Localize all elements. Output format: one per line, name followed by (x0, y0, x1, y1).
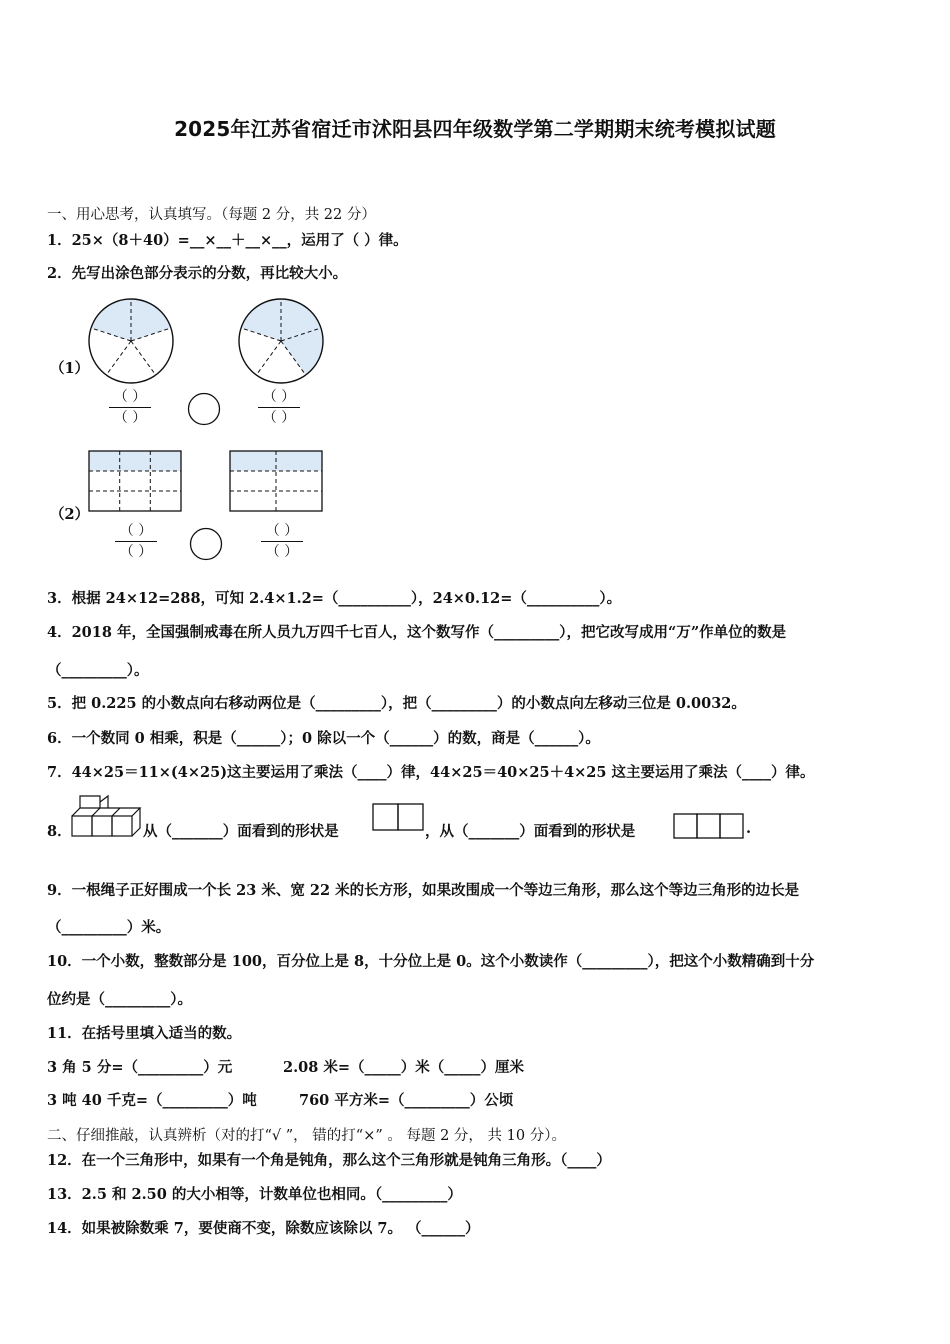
question-13: 13．2.5 和 2.50 的大小相等，计数单位也相同。（_________） (47, 1186, 462, 1203)
question-4-line2: （_________）。 (47, 662, 149, 679)
question-11: 11．在括号里填入适当的数。 (47, 1025, 242, 1042)
question-9-line1: 9．一根绳子正好围成一个长 23 米、宽 22 米的长方形，如果改围成一个等边三角形，那么这个等边三角形的边长是 (47, 882, 800, 899)
question-7: 7．44×25＝11×(4×25)这主要运用了乘法（____）律，44×25＝40×25＋4×25 这主要运用了乘法（____）律。 (47, 764, 815, 781)
q2-part2-label: （2） (50, 506, 90, 523)
page-title: 2025年江苏省宿迁市沭阳县四年级数学第二学期期末统考模拟试题 (174, 117, 776, 141)
question-11-b: 2.08 米=（_____）米（_____）厘米 (283, 1059, 525, 1076)
question-11-d: 760 平方米=（_________）公顷 (299, 1092, 514, 1109)
question-5: 5．把 0.225 的小数点向右移动两位是（_________），把（_________）的小数点向左移动三位是 0.0032。 (47, 695, 746, 712)
question-10-line2: 位约是（_________）。 (47, 991, 192, 1008)
q2-part1-label: （1） (50, 360, 90, 377)
cube-stack-figure (70, 796, 142, 840)
fraction-blank-3: （ ） （ ） (109, 522, 163, 561)
pie-chart-right (236, 296, 326, 386)
question-9-line2: （_________）米。 (47, 919, 171, 936)
question-4-line1: 4．2018 年，全国强制戒毒在所人员九万四千七百人，这个数写作（_________），把它改写成用“万”作单位的数是 (47, 624, 787, 641)
question-14: 14．如果被除数乘 7，要使商不变，除数应该除以 7。 （______） (47, 1220, 480, 1237)
view-shape-two-squares (372, 803, 424, 833)
question-8-part2: ，从（_______）面看到的形状是 (425, 823, 636, 840)
view-shape-three-squares (673, 813, 745, 841)
grid-rectangle-right (229, 450, 323, 512)
fraction-blank-4: （ ） （ ） (255, 522, 309, 561)
question-8-number: 8． (47, 823, 72, 840)
fraction-blank-1: （ ） （ ） (103, 388, 157, 427)
question-3: 3．根据 24×12=288，可知 2.4×1.2=（__________），24×0.12=（__________）。 (47, 590, 622, 607)
question-11-a: 3 角 5 分=（_________）元 (47, 1059, 233, 1076)
question-2: 2．先写出涂色部分表示的分数，再比较大小。 (47, 265, 348, 282)
compare-circle-2 (189, 527, 223, 561)
pie-chart-left (86, 296, 176, 386)
question-12: 12．在一个三角形中，如果有一个角是钝角，那么这个三角形就是钝角三角形。（____） (47, 1152, 611, 1169)
question-6: 6．一个数同 0 相乘，积是（______）；0 除以一个（______）的数，商是（______）。 (47, 730, 600, 747)
question-1: 1．25×（8＋40）=__×__＋__×__，运用了（ ）律。 (47, 232, 408, 249)
question-8-part1: 从（_______）面看到的形状是 (143, 823, 339, 840)
question-10-line1: 10．一个小数，整数部分是 100，百分位上是 8，十分位上是 0。这个小数读作（_________），把这个小数精确到十分 (47, 953, 815, 970)
question-11-c: 3 吨 40 千克=（_________）吨 (47, 1092, 257, 1109)
section-1-heading: 一、用心思考，认真填写。（每题 2 分，共 22 分） (47, 207, 376, 223)
question-8-end: . (746, 820, 752, 837)
compare-circle-1 (187, 392, 221, 426)
grid-rectangle-left (88, 450, 182, 512)
fraction-blank-2: （ ） （ ） (252, 388, 306, 427)
section-2-heading: 二、仔细推敲，认真辨析（对的打“√ ”， 错的打“×” 。 每题 2 分， 共 10 分）。 (47, 1128, 566, 1144)
